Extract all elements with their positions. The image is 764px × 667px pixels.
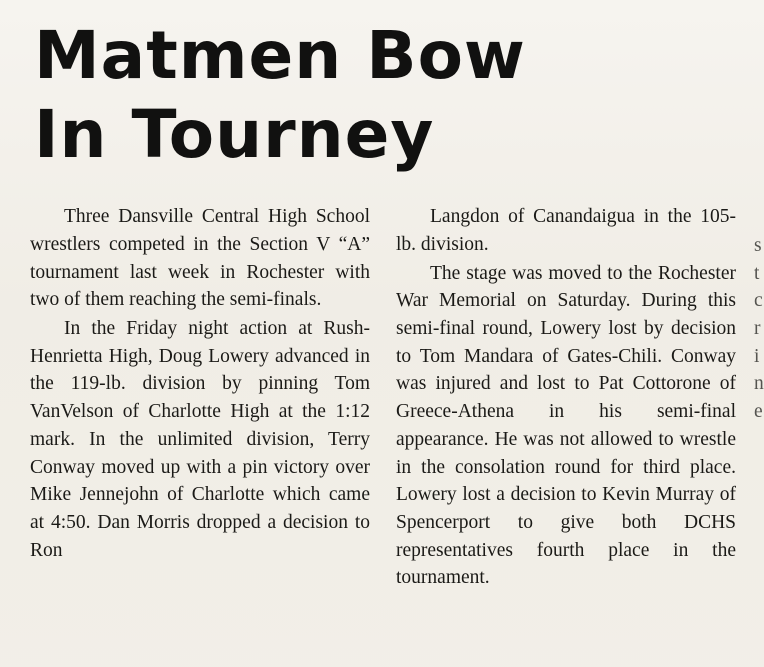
paragraph: Three Dansville Central High School wrestlers competed in the Section V “A” tournament last week in Rochester with two of them reaching the semi-finals. bbox=[30, 206, 370, 311]
page-title bbox=[30, 17, 742, 173]
sliver-fragment: n bbox=[754, 373, 764, 395]
sliver-fragment: s bbox=[754, 235, 762, 256]
paragraph: In the Friday night action at Rush-Henrietta High, Doug Lowery advanced in the 119-lb. division by pinning Tom VanVelson of Charlotte High at the 1:12 mark. In the unlimited division, Terry Conway moved up with a pin victory over Mike Jennejohn of Charlotte which came at 4:50. Dan Morris dropped a decision to Ron bbox=[30, 318, 370, 561]
paragraph: The stage was moved to the Rochester War Memorial on Saturday. During this semi-final round, Lowery lost by decision to Tom Mandara of Gates-Chili. Conway was injured and lost to Pat Cottorone of Greece-Athena in his semi-final appearance. He was not allowed to wrestle in the consolation round for third place. Lowery lost a decision to Kevin Murray of Spencerport to give both DCHS representatives fourth place in the tournament. bbox=[396, 262, 736, 589]
sliver-fragment: c bbox=[754, 290, 763, 312]
sliver-fragment: e bbox=[754, 401, 763, 423]
sliver-fragment: i bbox=[754, 345, 760, 367]
sliver-fragment: r bbox=[754, 318, 761, 340]
headline-line-2: In Tourney bbox=[34, 95, 435, 173]
article-column-right bbox=[396, 203, 736, 592]
article-column-left bbox=[30, 203, 370, 592]
article-columns bbox=[30, 203, 742, 592]
adjacent-column-sliver bbox=[754, 232, 764, 652]
headline-line-1: Matmen Bow bbox=[34, 17, 526, 94]
sliver-fragment: t bbox=[754, 262, 760, 284]
paragraph: Langdon of Canandaigua in the 105-lb. division. bbox=[396, 206, 736, 256]
